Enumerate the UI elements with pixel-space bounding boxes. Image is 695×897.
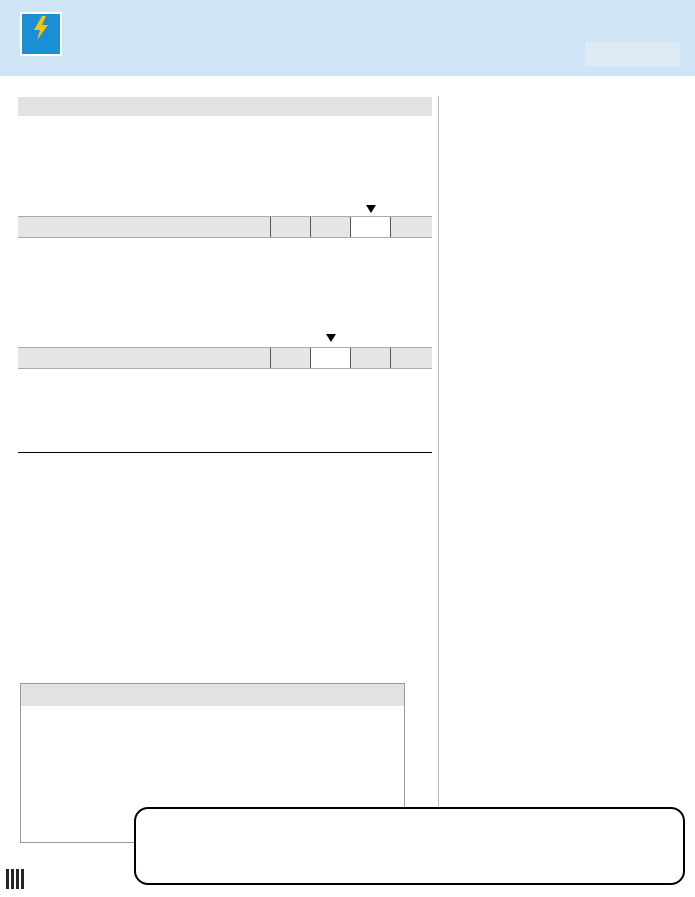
watermark-banner — [134, 807, 685, 885]
tier-box-4 — [390, 217, 430, 237]
pge-logo — [20, 12, 62, 56]
statement-header — [0, 0, 695, 76]
section-title — [18, 97, 432, 116]
tier-box-4 — [390, 348, 430, 368]
chart-title — [21, 684, 404, 706]
column-divider — [438, 96, 439, 806]
tier-box-2 — [310, 348, 350, 368]
tier-usage-bar — [18, 347, 432, 369]
spark-icon — [32, 16, 50, 40]
tier-box-1 — [270, 217, 310, 237]
tier-box-1 — [270, 348, 310, 368]
tier-box-3 — [350, 217, 390, 237]
tier-box-3 — [350, 348, 390, 368]
tier-usage-bar — [18, 216, 432, 238]
redaction-box — [585, 42, 680, 66]
qr-code-icon — [6, 869, 26, 889]
total-divider — [18, 452, 432, 453]
tier-arrow-icon — [326, 334, 336, 342]
tier-arrow-icon — [366, 205, 376, 213]
tier-box-2 — [310, 217, 350, 237]
